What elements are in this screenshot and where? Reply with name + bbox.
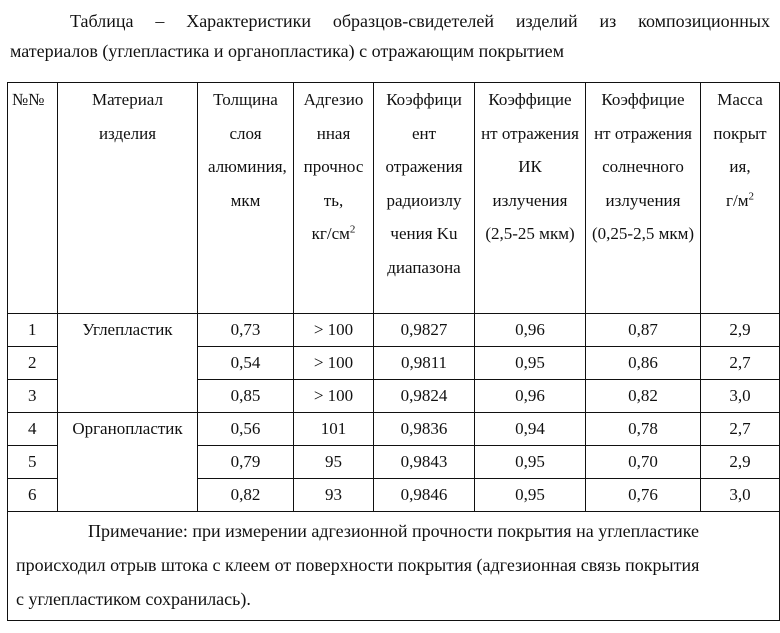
row-thickness: 0,56 [198, 413, 294, 446]
row-mass: 3,0 [701, 479, 780, 512]
row-adhesion: 93 [294, 479, 374, 512]
header-mass [701, 83, 780, 314]
header-thickness: Толщина слоя алюминия, мкм [198, 83, 294, 314]
row-radio: 0,9811 [374, 347, 475, 380]
row-num: 3 [8, 380, 58, 413]
row-solar: 0,86 [586, 347, 701, 380]
row-adhesion: 95 [294, 446, 374, 479]
row-mass: 2,7 [701, 413, 780, 446]
header-adhesion-unit: кг/см [311, 224, 350, 243]
table-row [8, 413, 780, 446]
row-material: Органопластик [58, 413, 198, 512]
row-solar: 0,87 [586, 314, 701, 347]
row-thickness: 0,85 [198, 380, 294, 413]
row-solar: 0,78 [586, 413, 701, 446]
table-caption [10, 6, 770, 66]
row-num: 1 [8, 314, 58, 347]
row-mass: 2,9 [701, 314, 780, 347]
row-solar: 0,70 [586, 446, 701, 479]
header-adhesion-sup: 2 [349, 223, 356, 236]
row-thickness: 0,54 [198, 347, 294, 380]
row-ir: 0,96 [475, 380, 586, 413]
row-ir: 0,96 [475, 314, 586, 347]
row-num: 2 [8, 347, 58, 380]
header-ir: Коэффицие нт отражения ИК излучения (2,5-25 мкм) [475, 83, 586, 314]
note-line-2: происходил отрыв штока с клеем от поверхности покрытия (адгезионная связь покрытия [16, 555, 700, 575]
row-num: 4 [8, 413, 58, 446]
header-material: Материал изделия [58, 83, 198, 314]
row-thickness: 0,73 [198, 314, 294, 347]
row-mass: 2,7 [701, 347, 780, 380]
row-adhesion: > 100 [294, 380, 374, 413]
row-solar: 0,76 [586, 479, 701, 512]
table-row [8, 314, 780, 347]
row-radio: 0,9836 [374, 413, 475, 446]
table-note [8, 512, 780, 621]
row-radio: 0,9846 [374, 479, 475, 512]
note-line-3: с углепластиком сохранилась). [16, 589, 251, 609]
note-row [8, 512, 780, 621]
row-num: 6 [8, 479, 58, 512]
row-thickness: 0,79 [198, 446, 294, 479]
caption-line-2: материалов (углепластика и органопластика) с отражающим покрытием [10, 41, 565, 61]
row-mass: 3,0 [701, 380, 780, 413]
characteristics-table [7, 82, 780, 621]
header-mass-unit: г/м [726, 190, 749, 210]
row-radio: 0,9843 [374, 446, 475, 479]
row-adhesion: 101 [294, 413, 374, 446]
header-mass-sup: 2 [748, 189, 754, 202]
row-ir: 0,94 [475, 413, 586, 446]
note-line-1: Примечание: при измерении адгезионной прочности покрытия на углепластике [88, 521, 700, 541]
header-row [8, 83, 780, 314]
caption-line-1: Таблица – Характеристики образцов-свидетелей изделий из композиционных [70, 11, 770, 31]
row-mass: 2,9 [701, 446, 780, 479]
row-radio: 0,9827 [374, 314, 475, 347]
row-radio: 0,9824 [374, 380, 475, 413]
row-ir: 0,95 [475, 446, 586, 479]
row-ir: 0,95 [475, 347, 586, 380]
row-num: 5 [8, 446, 58, 479]
header-adhesion [294, 83, 374, 314]
row-thickness: 0,82 [198, 479, 294, 512]
header-mass-text: Масса покрыт ия, [713, 90, 767, 176]
header-num: №№ [8, 83, 58, 314]
row-adhesion: > 100 [294, 347, 374, 380]
header-solar: Коэффицие нт отражения солнечного излучения (0,25-2,5 мкм) [586, 83, 701, 314]
header-radio: Коэффици ент отражения радиоизлу чения Ku диапазона [374, 83, 475, 314]
row-adhesion: > 100 [294, 314, 374, 347]
row-solar: 0,82 [586, 380, 701, 413]
header-adhesion-text: Адгезио нная прочнос ть, [303, 90, 364, 210]
row-material: Углепластик [58, 314, 198, 413]
row-ir: 0,95 [475, 479, 586, 512]
